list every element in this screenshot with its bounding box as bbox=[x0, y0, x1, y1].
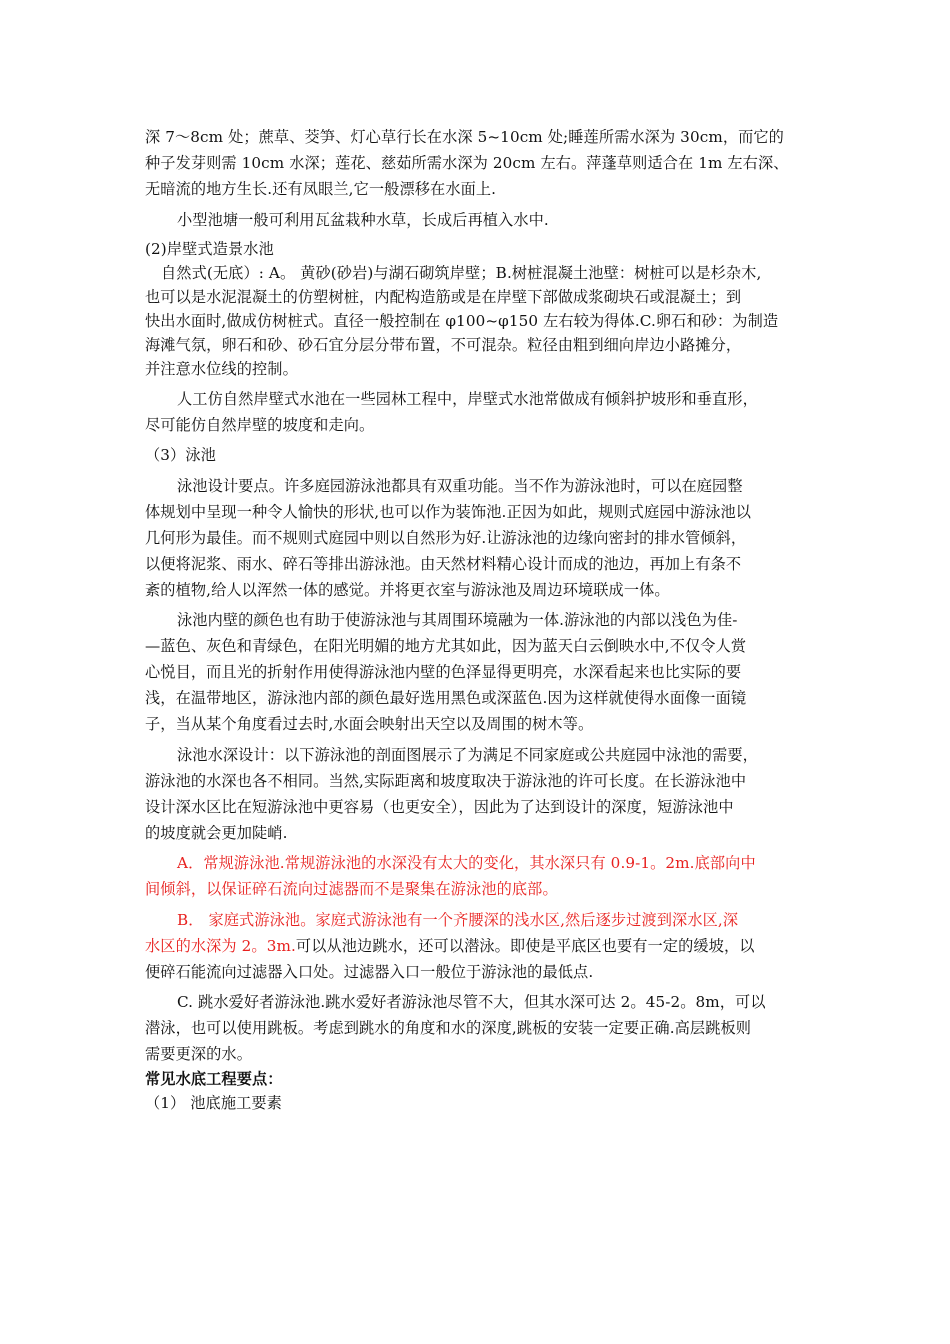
heading-revetment-pool bbox=[145, 237, 813, 261]
text-line: 自然式(无底）: A。 黄砂(砂岩)与湖石砌筑岸壁；B.树桩混凝土池壁：树桩可以是杉杂木, bbox=[161, 264, 762, 282]
paragraph-small-pond bbox=[145, 207, 813, 238]
paragraph-natural-revetment bbox=[145, 261, 813, 386]
text-line: 游泳池的水深也各不相同。当然,实际距离和坡度取决于游泳池的许可长度。在长游泳池中 bbox=[145, 771, 747, 790]
text-line: A．常规游泳池.常规游泳池的水深没有太大的变化，其水深只有 0.9-1。2m.底部向中 bbox=[177, 854, 756, 872]
text-line: 并注意水位线的控制。 bbox=[145, 360, 298, 378]
text-line: 心悦目，而且光的折射作用使得游泳池内壁的色泽显得更明亮，水深看起来也比实际的要 bbox=[145, 663, 742, 681]
text-line: 种子发芽则需 10cm 水深；莲花、慈茹所需水深为 20cm 左右。萍蓬草则适合在 1m 左右深、 bbox=[145, 154, 789, 172]
paragraph-regular-pool bbox=[145, 850, 813, 907]
paragraph-pool-wall-color bbox=[145, 607, 813, 742]
heading-underwater-works bbox=[145, 1067, 813, 1091]
text-line: 紊的植物,给人以浑然一体的感觉。并将更衣室与游泳池及周边环境联成一体。 bbox=[145, 580, 670, 599]
text-line: 设计深水区比在短游泳池中更容易（也更安全），因此为了达到设计的深度，短游泳池中 bbox=[145, 797, 734, 816]
text-line: 间倾斜，以保证碎石流向过滤器而不是聚集在游泳池的底部。 bbox=[145, 880, 558, 898]
text-line: —蓝色、灰色和青绿色，在阳光明媚的地方尤其如此，因为蓝天白云倒映水中,不仅令人赏 bbox=[145, 637, 747, 655]
text-line: 尽可能仿自然岸壁的坡度和走向。 bbox=[145, 415, 375, 434]
text-line: 以便将泥浆、雨水、碎石等排出游泳池。由天然材料精心设计而成的池边，再加上有条不 bbox=[145, 554, 742, 573]
text-line: 无暗流的地方生长.还有凤眼兰,它一般漂移在水面上. bbox=[145, 180, 497, 198]
heading-pool-bottom-elements bbox=[145, 1091, 813, 1115]
text-line: 需要更深的水。 bbox=[145, 1045, 253, 1063]
paragraph-pool-design-points bbox=[145, 473, 813, 608]
text-line: 便碎石能流向过滤器入口处。过滤器入口一般位于游泳池的最低点. bbox=[145, 962, 594, 981]
heading-text: （1） 池底施工要素 bbox=[145, 1094, 282, 1112]
text-line: 的坡度就会更加陡峭. bbox=[145, 823, 288, 842]
heading-text: (2)岸壁式造景水池 bbox=[145, 240, 274, 258]
text-line: 快出水面时,做成仿树桩式。直径一般控制在 φ100~φ150 左右较为得体.C.卵石和砂：为制造 bbox=[145, 312, 779, 330]
text-line: 小型池塘一般可利用瓦盆栽种水草，长成后再植入水中. bbox=[177, 210, 549, 229]
text-line: 浅，在温带地区，游泳池内部的颜色最好选用黑色或深蓝色.因为这样就使得水面像一面镜 bbox=[145, 689, 747, 707]
text-line: 泳池水深设计：以下游泳池的剖面图展示了为满足不同家庭或公共庭园中泳池的需要， bbox=[177, 745, 758, 764]
text-line: 几何形为最佳。而不规则式庭园中则以自然形为好.让游泳池的边缘向密封的排水管倾斜， bbox=[145, 528, 747, 547]
text-line: 深 7～8cm 处；蔗草、茭笋、灯心草行长在水深 5~10cm 处;睡莲所需水深为 30cm，而它的 bbox=[145, 128, 784, 146]
paragraph-artificial-revetment bbox=[145, 386, 813, 443]
paragraph-family-pool bbox=[145, 907, 813, 990]
paragraph-diving-pool bbox=[145, 989, 813, 1067]
text-line: 人工仿自然岸壁式水池在一些园林工程中，岸壁式水池常做成有倾斜护坡形和垂直形， bbox=[177, 389, 758, 408]
text-line: 体规划中呈现一种令人愉快的形状,也可以作为装饰池.正因为如此，规则式庭园中游泳池以 bbox=[145, 502, 752, 521]
text-line: B． 家庭式游泳池。家庭式游泳池有一个齐腰深的浅水区,然后逐步过渡到深水区,深 bbox=[177, 910, 739, 929]
heading-text: （3）泳池 bbox=[145, 446, 216, 464]
heading-text: 常见水底工程要点： bbox=[145, 1070, 283, 1088]
text-line: 也可以是水泥混凝土的仿塑树桩，内配构造筋或是在岸壁下部做成浆砌块石或混凝土；到 bbox=[145, 288, 742, 306]
plain-text: 可以从池边跳水，还可以潜泳。即使是平底区也要有一定的缓坡，以 bbox=[295, 936, 755, 955]
text-line: C. 跳水爱好者游泳池.跳水爱好者游泳池尽管不大，但其水深可达 2。45-2。8m，可以 bbox=[177, 993, 766, 1011]
highlighted-text: 水区的水深为 2。3m. bbox=[145, 936, 296, 955]
paragraph-pool-depth-design bbox=[145, 742, 813, 851]
text-line: 泳池设计要点。许多庭园游泳池都具有双重功能。当不作为游泳池时，可以在庭园整 bbox=[177, 476, 743, 495]
text-line: 泳池内壁的颜色也有助于使游泳池与其周围环境融为一体.游泳池的内部以浅色为佳- bbox=[177, 611, 738, 629]
text-line: 子，当从某个角度看过去时,水面会映射出天空以及周围的树木等。 bbox=[145, 715, 594, 733]
heading-swimming-pool bbox=[145, 442, 813, 473]
text-line: 海滩气氛，卵石和砂、砂石宜分层分带布置，不可混杂。粒径由粗到细向岸边小路摊分， bbox=[145, 336, 742, 354]
paragraph-plant-depths bbox=[145, 124, 813, 207]
text-line bbox=[145, 933, 813, 959]
document-body bbox=[145, 124, 813, 1115]
text-line: 潜泳，也可以使用跳板。考虑到跳水的角度和水的深度,跳板的安装一定要正确.高层跳板则 bbox=[145, 1019, 752, 1037]
